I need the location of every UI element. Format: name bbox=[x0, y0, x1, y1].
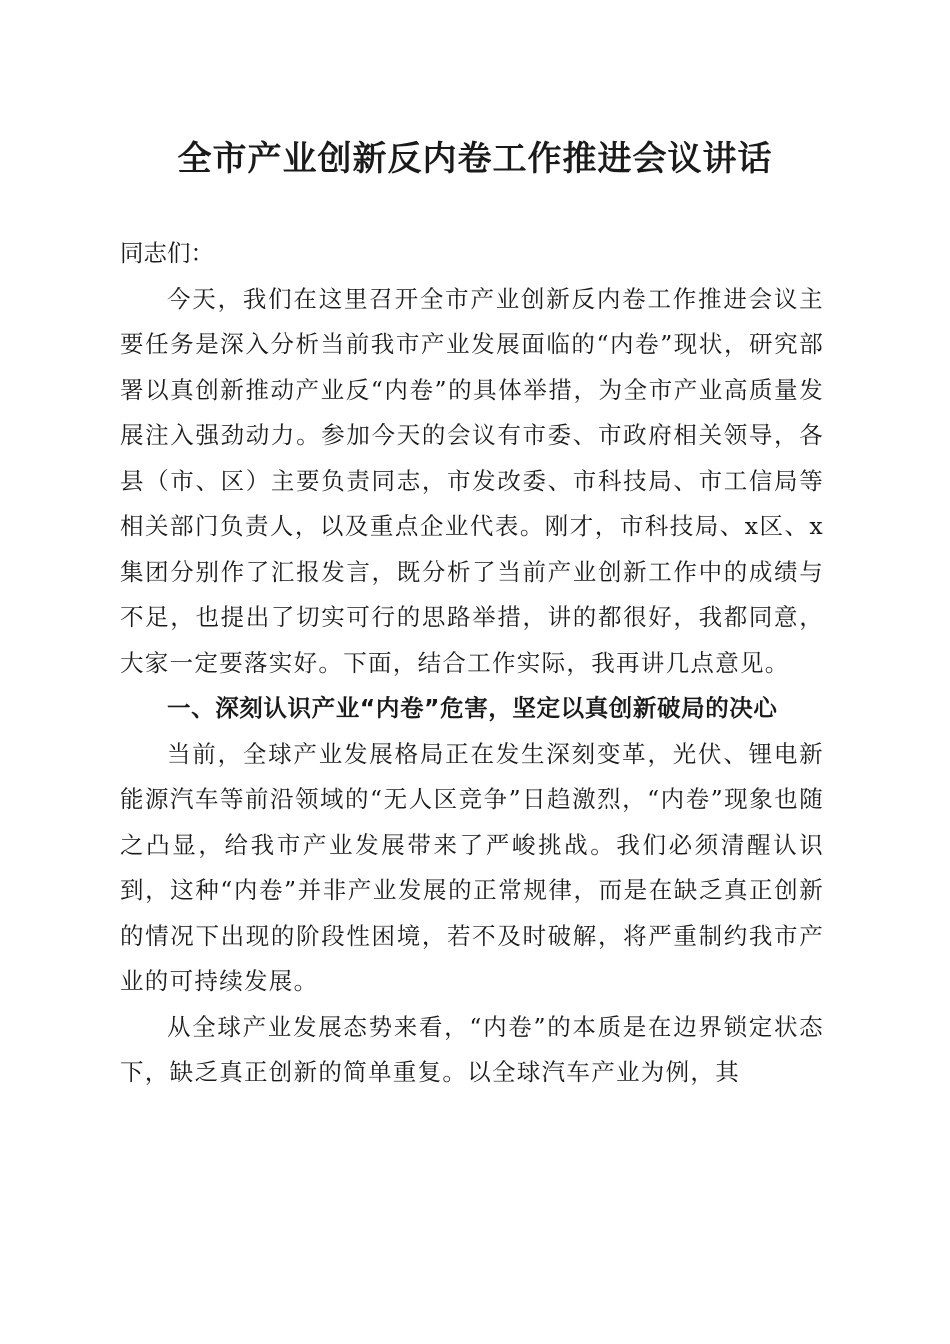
paragraph-opening: 今天，我们在这里召开全市产业创新反内卷工作推进会议主要任务是深入分析当前我市产业发展面临的“内卷”现状，研究部署以真创新推动产业反“内卷”的具体举措，为全市产业高质量发展注入强劲动力。参加今天的会议有市委、市政府相关领导，各县（市、区）主要负责同志，市发改委、市科技局、市工信局等相关部门负责人，以及重点企业代表。刚才，市科技局、x区、x集团分别作了汇报发言，既分析了当前产业创新工作中的成绩与不足，也提出了切实可行的思路举措，讲的都很好，我都同意，大家一定要落实好。下面，结合工作实际，我再讲几点意见。 bbox=[120, 284, 824, 677]
salutation: 同志们： bbox=[120, 239, 214, 267]
document-title: 全市产业创新反内卷工作推进会议讲话 bbox=[177, 139, 773, 179]
paragraph-section1-2: 从全球产业发展态势来看，“内卷”的本质是在边界锁定状态下，缺乏真正创新的简单重复。以全球汽车产业为例，其 bbox=[120, 1012, 824, 1086]
paragraph-section1-1: 当前，全球产业发展格局正在发生深刻变革，光伏、锂电新能源汽车等前沿领域的“无人区竞争”日趋激烈，“内卷”现象也随之凸显，给我市产业发展带来了严峻挑战。我们必须清醒认识到，这种“内卷”并非产业发展的正常规律，而是在缺乏真正创新的情况下出现的阶段性困境，若不及时破解，将严重制约我市产业的可持续发展。 bbox=[120, 739, 824, 995]
document-body bbox=[120, 231, 824, 1096]
section-heading-1: 一、深刻认识产业“内卷”危害，坚定以真创新破局的决心 bbox=[167, 694, 778, 722]
